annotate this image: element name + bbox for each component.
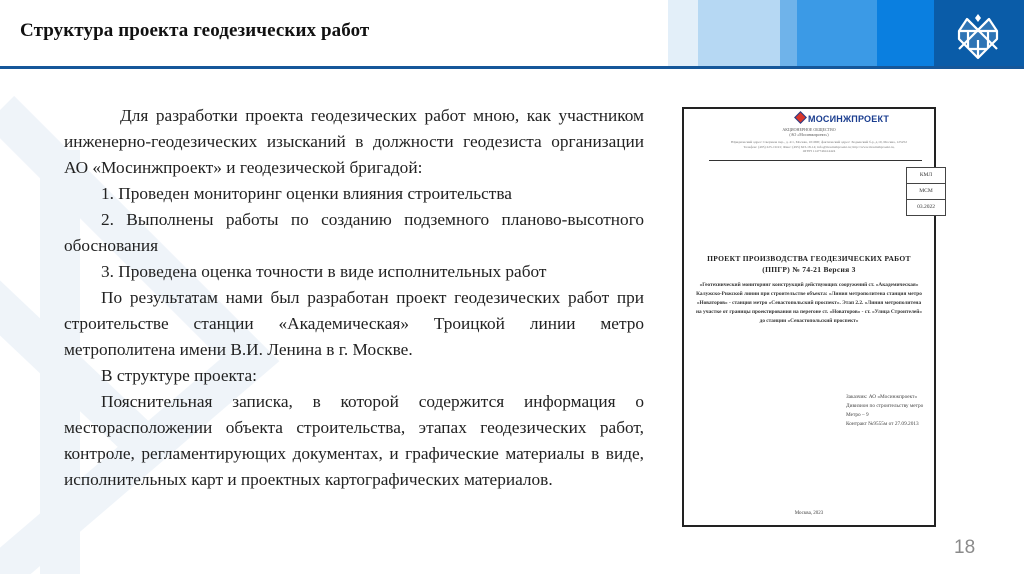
code-cell: КМЛ (906, 167, 946, 184)
decor-stripe-2 (698, 0, 780, 66)
address-line: Юридический адрес: Сверчков пер., д. 4/1, Москва, 101000; фактический адрес: Ходынский б-р, д.10, Москва, 125252 (731, 140, 907, 144)
decor-stripe-1 (668, 0, 698, 66)
org-line: АКЦИОНЕРНОЕ ОБЩЕСТВО (782, 127, 836, 132)
client-line: Метро – 9 (846, 412, 869, 418)
page-number: 18 (954, 537, 976, 558)
structure-heading: В структуре проекта: (101, 366, 257, 385)
list-item-2: 2. Выполнены работы по созданию подземного планово-высотного обоснования (64, 210, 644, 255)
document-heading (684, 253, 934, 275)
list-item-3: 3. Проведена оценка точности в виде исполнительных работ (101, 262, 547, 281)
mining-university-emblem-icon (951, 11, 1005, 61)
structure-paragraph: Пояснительная записка, в которой содержится информация о месторасположении объекта строительства, этапах геодезических работ, контроле, регламентирующих документах, и графические материалы в виде, исполнительных карт и проектных картографических материалов. (64, 392, 644, 489)
document-city-year: Москва, 2023 (794, 511, 824, 516)
document-heading-line: (ППГР) № 74-21 Версия 3 (762, 265, 856, 274)
slide-header (0, 0, 1024, 66)
address-line: Телефон: (495) 225-19-91; Факс: (495) 623-18-14; info@mosinzhproekt.ru; http://www.mosinzhproekt.ru, (743, 144, 895, 149)
decor-stripe-4 (797, 0, 877, 66)
header-divider (0, 66, 1024, 69)
address-line: ОГРН 1147746414424 (802, 149, 836, 153)
document-codes-table (906, 168, 946, 216)
client-line: Контракт №9555м от 27.09.2013 (846, 421, 919, 427)
company-logo-icon (794, 111, 807, 124)
intro-paragraph: Для разработки проекта геодезических работ мною, как участником инженерно-геодезических изысканий в должности геодезиста организации АО «Мосинжпроект» и геодезической бригадой: (64, 106, 644, 177)
company-logo (796, 113, 889, 124)
org-line: (АО «Мосинжпроект») (789, 132, 829, 137)
document-client-info (846, 393, 936, 429)
company-logo-text: МОСИНЖПРОЕКТ (808, 114, 890, 124)
document-description: «Геотехнический мониторинг конструкций действующих сооружений ст. «Академическая» Калужско-Рижской линии при строительстве объекта: «Линия метрополитена станция метро «Новаторов» - станция метро «Севастопольский проспект». Этап 2.2. «Линия метрополитена на участке от границы проектирования на перегоне ст. «Новаторов» - ст. «Улица Строителей» до станции «Севастопольский проспект» (696, 282, 922, 324)
org-name (684, 127, 934, 137)
decor-stripe-5 (877, 0, 934, 66)
slide-body-text (64, 103, 644, 493)
document-heading-line: ПРОЕКТ ПРОИЗВОДСТВА ГЕОДЕЗИЧЕСКИХ РАБОТ (707, 254, 911, 263)
result-paragraph: По результатам нами был разработан проект геодезических работ при строительстве станции «Академическая» Троицкой линии метро метрополитена имени В.И. Ленина в г. Москве. (64, 288, 644, 359)
org-address (714, 140, 924, 154)
document-divider (709, 160, 922, 161)
client-line: Дивизион по строительству метро (846, 403, 924, 409)
decor-stripe-3 (780, 0, 797, 66)
slide-title: Структура проекта геодезических работ (20, 20, 370, 41)
list-item-1: 1. Проведен мониторинг оценки влияния строительства (101, 184, 512, 203)
client-line: Заказчик: АО «Мосинжпроект» (846, 394, 918, 400)
code-cell: 03.2022 (906, 199, 946, 216)
document-cover-preview (682, 107, 936, 527)
code-cell: МСМ (906, 183, 946, 200)
